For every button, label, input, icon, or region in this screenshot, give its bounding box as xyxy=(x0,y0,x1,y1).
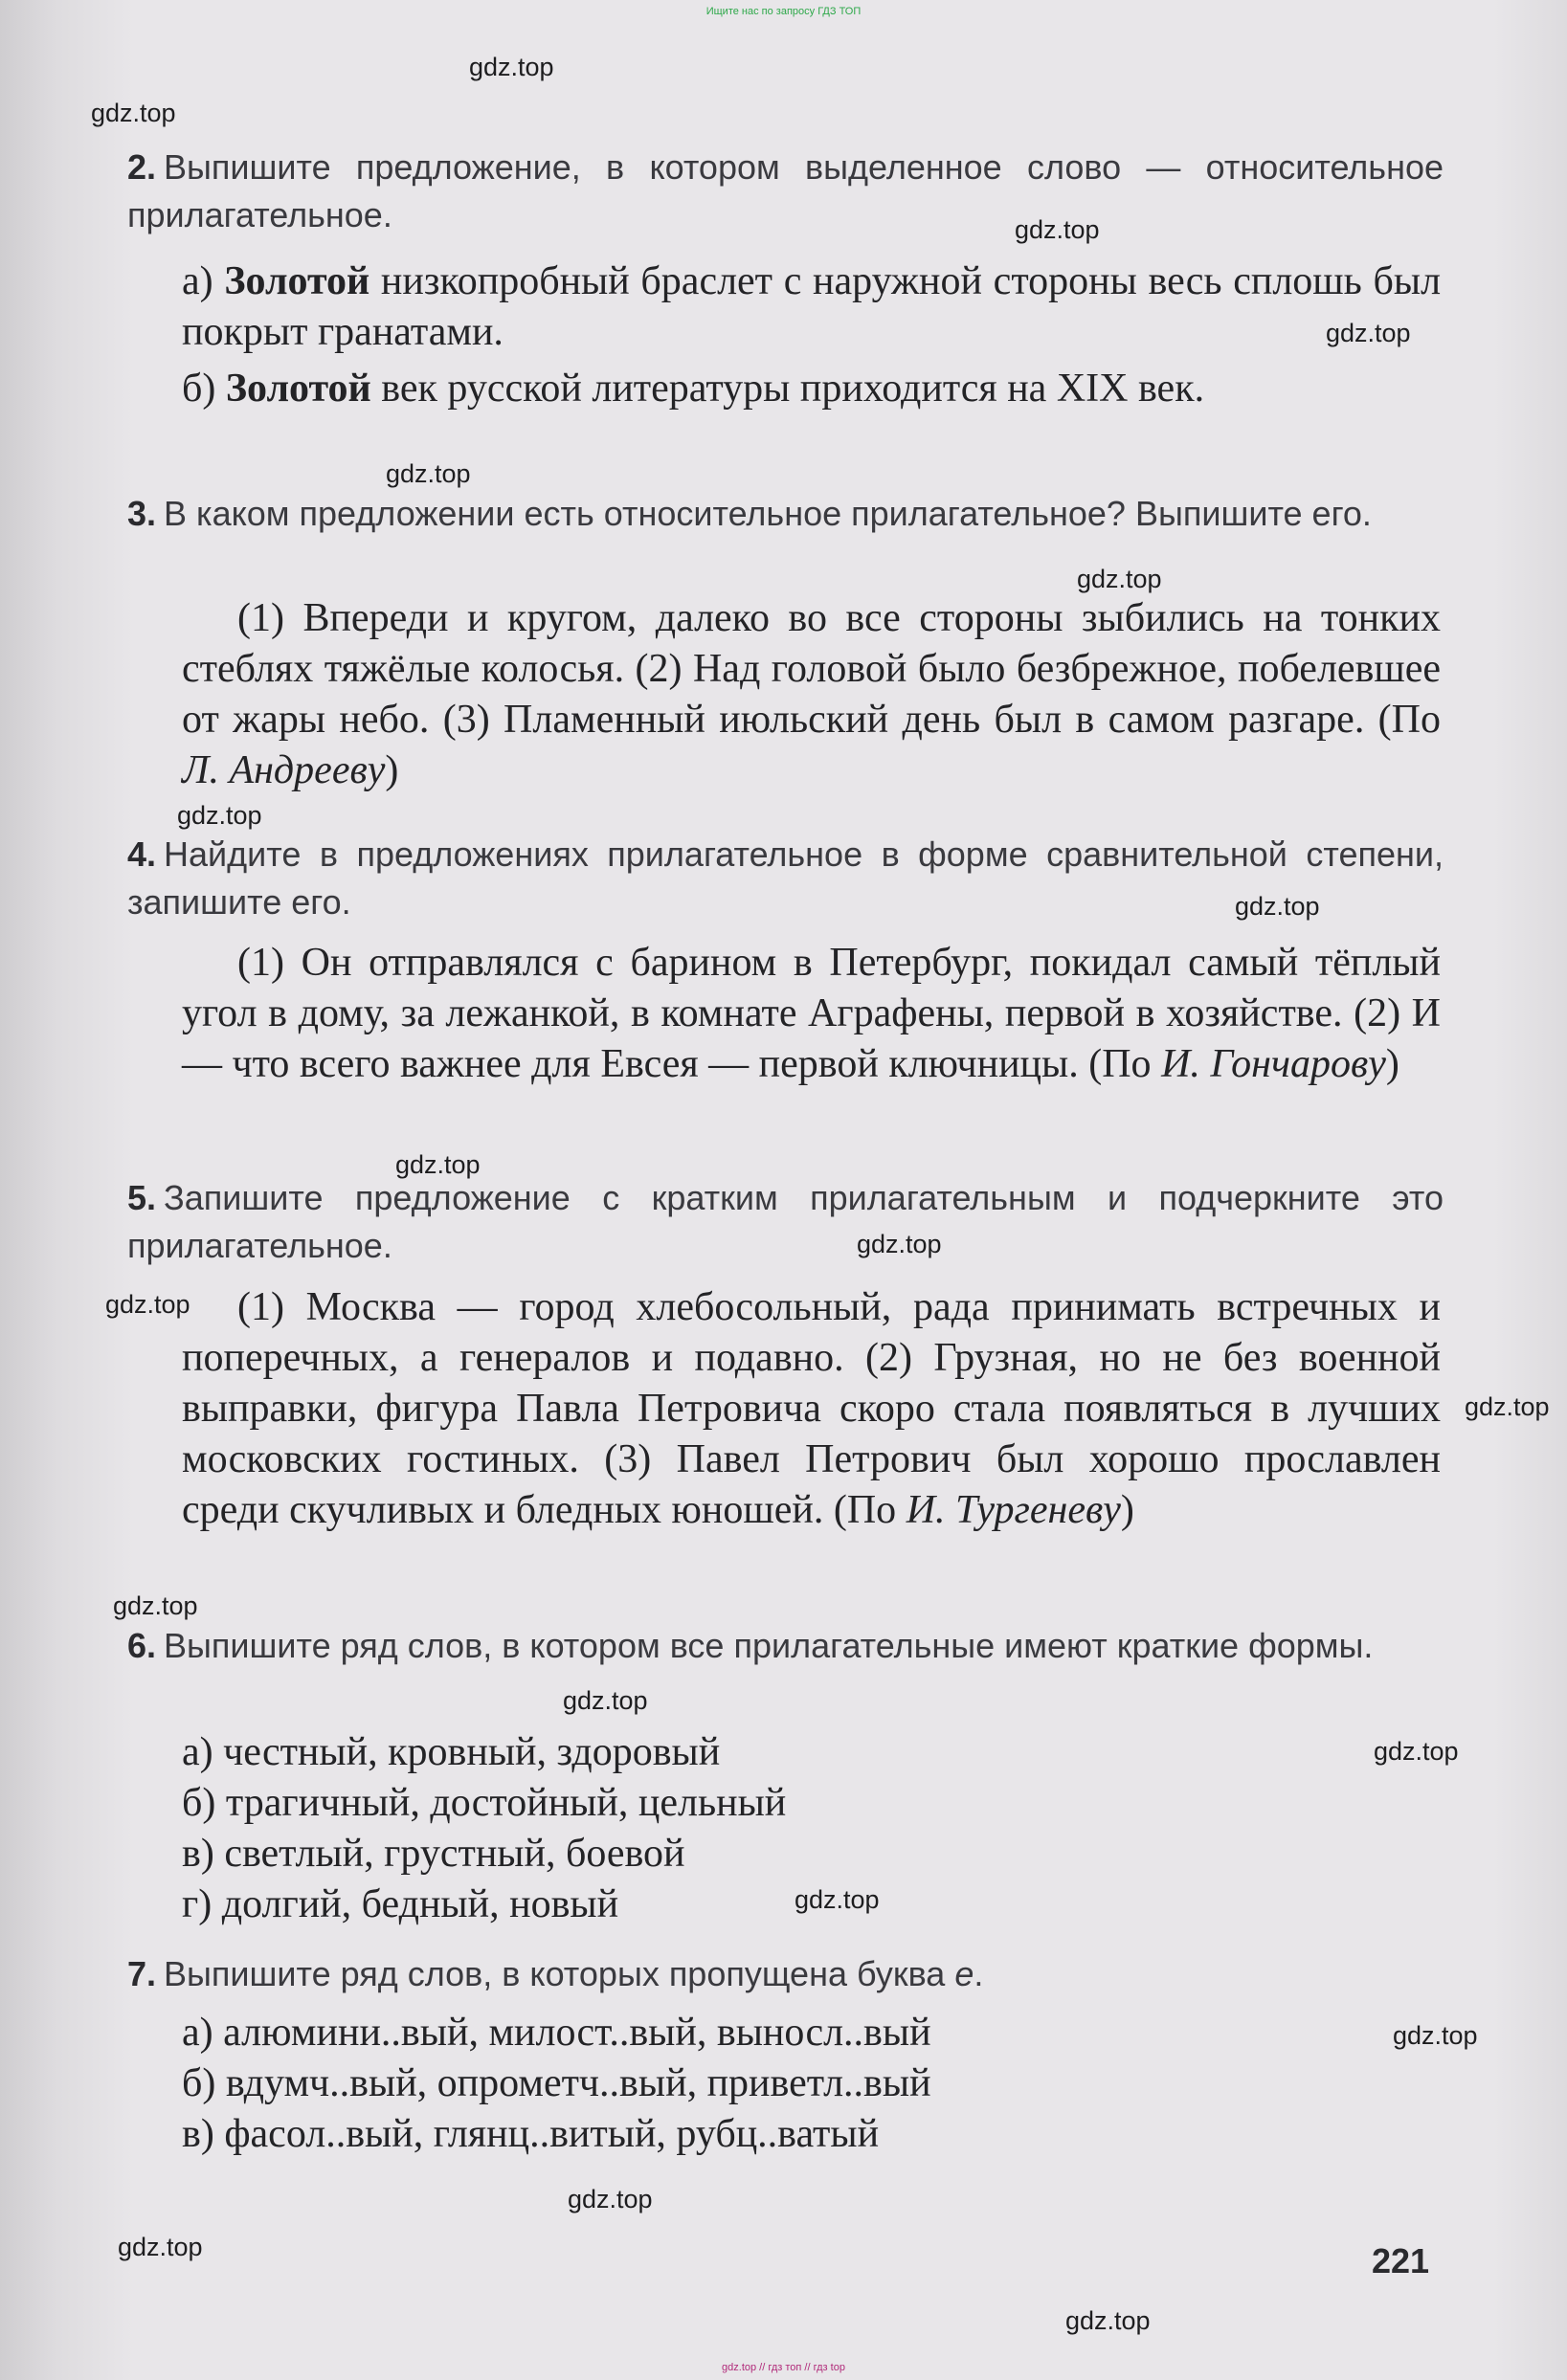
task-6-option-a: а) честный, кровный, здоровый xyxy=(182,1730,721,1774)
task-2-option-b xyxy=(182,364,1441,414)
task-number: 2. xyxy=(127,147,157,187)
task-3-text xyxy=(182,593,1441,796)
instruction-text: Выпишите ряд слов, в котором все прилагательные имеют краткие формы. xyxy=(164,1626,1374,1665)
option-text: низкопробный браслет с наружной стороны весь сплошь был покрыт гранатами. xyxy=(182,259,1442,354)
watermark: gdz.top xyxy=(1374,1737,1459,1766)
task-4-text xyxy=(182,938,1441,1090)
watermark: gdz.top xyxy=(1015,215,1100,244)
author-name: И. Тургеневу xyxy=(906,1488,1121,1532)
task-2-instruction xyxy=(127,144,1444,239)
task-number: 6. xyxy=(127,1626,157,1665)
instruction-text: Запишите предложение с кратким прилагательным и подчеркните это прилагательное. xyxy=(127,1178,1444,1265)
watermark: gdz.top xyxy=(1465,1392,1550,1421)
task-4-instruction xyxy=(127,831,1444,926)
task-5-instruction xyxy=(127,1174,1444,1270)
instruction-text: В каком предложении есть относительное прилагательное? Выпишите его. xyxy=(164,494,1372,533)
watermark: gdz.top xyxy=(1077,565,1162,593)
watermark: gdz.top xyxy=(91,99,176,127)
task-6-option-d: г) долгий, бедный, новый xyxy=(182,1882,619,1926)
task-number: 4. xyxy=(127,834,157,874)
watermark: gdz.top xyxy=(857,1230,942,1258)
task-6-option-b: б) трагичный, достойный, цельный xyxy=(182,1781,787,1825)
watermark: gdz.top xyxy=(386,459,471,488)
watermark: gdz.top xyxy=(1326,319,1411,347)
watermark: gdz.top xyxy=(105,1290,190,1319)
task-2-option-a xyxy=(182,256,1441,358)
task-number: 3. xyxy=(127,494,157,533)
watermark: gdz.top xyxy=(1393,2021,1478,2050)
task-6-option-c: в) светлый, грустный, боевой xyxy=(182,1832,685,1876)
author-name: Л. Андреeву xyxy=(182,748,386,792)
author-name: И. Гончарову xyxy=(1161,1042,1386,1086)
closing-paren: ) xyxy=(1120,1488,1134,1532)
task-5-text xyxy=(182,1282,1441,1536)
task-3-instruction xyxy=(127,490,1444,538)
option-label: а) xyxy=(182,259,213,303)
page-number: 221 xyxy=(1372,2241,1430,2280)
task-number: 7. xyxy=(127,1954,157,1993)
highlighted-word: Золотой xyxy=(225,367,371,411)
footer-note: gdz.top // гдз топ // гдз top xyxy=(722,2362,845,2373)
watermark: gdz.top xyxy=(563,1686,648,1715)
task-7-option-a: а) алюмини..вый, милост..вый, выносл..вый xyxy=(182,2011,931,2055)
passage-text: (1) Москва — город хлебосольный, рада принимать встречных и поперечных, а генералов и подавно. (2) Грузная, но не без военной выправки, фигура Павла Петровича скоро стала появляться в лучших московских гостиных. (3) Павел Петрович был хорошо прославлен среди скучливых и бледных юношей. (По xyxy=(182,1285,1441,1532)
watermark: gdz.top xyxy=(113,1591,198,1620)
instruction-text: Выпишите предложение, в котором выделенное слово — относительное прилагательное. xyxy=(127,147,1444,234)
task-7-instruction xyxy=(127,1950,1444,1998)
watermark: gdz.top xyxy=(1235,892,1320,921)
letter-e: е xyxy=(954,1954,974,1993)
period: . xyxy=(974,1954,984,1993)
passage-text: (1) Он отправлялся с барином в Петербург, покидал самый тёплый угол в дому, за лежанкой, в комнате Аграфены, первой в хозяйстве. (2) И — что всего важнее для Евсея — первой ключницы. (По xyxy=(182,941,1441,1086)
highlighted-word: Золотой xyxy=(224,259,370,303)
closing-paren: ) xyxy=(385,748,399,792)
closing-paren: ) xyxy=(1385,1042,1399,1086)
watermark: gdz.top xyxy=(795,1885,880,1914)
instruction-text: Выпишите ряд слов, в которых пропущена буква xyxy=(164,1954,946,1993)
watermark: gdz.top xyxy=(469,53,554,81)
watermark: gdz.top xyxy=(1065,2306,1151,2335)
option-text: век русской литературы приходится на XIX век. xyxy=(381,367,1205,411)
watermark: gdz.top xyxy=(177,801,262,830)
header-note: Ищите нас по запросу ГДЗ ТОП xyxy=(705,6,862,17)
task-6-instruction xyxy=(127,1622,1444,1670)
task-number: 5. xyxy=(127,1178,157,1217)
task-7-option-b: б) вдумч..вый, опрометч..вый, приветл..вый xyxy=(182,2061,931,2105)
task-7-option-c: в) фасол..вый, глянц..витый, рубц..ватый xyxy=(182,2112,880,2156)
watermark: gdz.top xyxy=(118,2233,203,2261)
passage-text: (1) Впереди и кругом, далеко во все стороны зыбились на тонких стеблях тяжёлые колосья. (2) Над головой было безбрежное, побелевшее от жары небо. (3) Пламенный июльский день был в самом разгаре. (По xyxy=(182,596,1441,742)
watermark: gdz.top xyxy=(568,2185,653,2213)
instruction-text: Найдите в предложениях прилагательное в форме сравнительной степени, запишите его. xyxy=(127,834,1444,922)
watermark: gdz.top xyxy=(395,1150,481,1179)
option-label: б) xyxy=(182,367,216,411)
